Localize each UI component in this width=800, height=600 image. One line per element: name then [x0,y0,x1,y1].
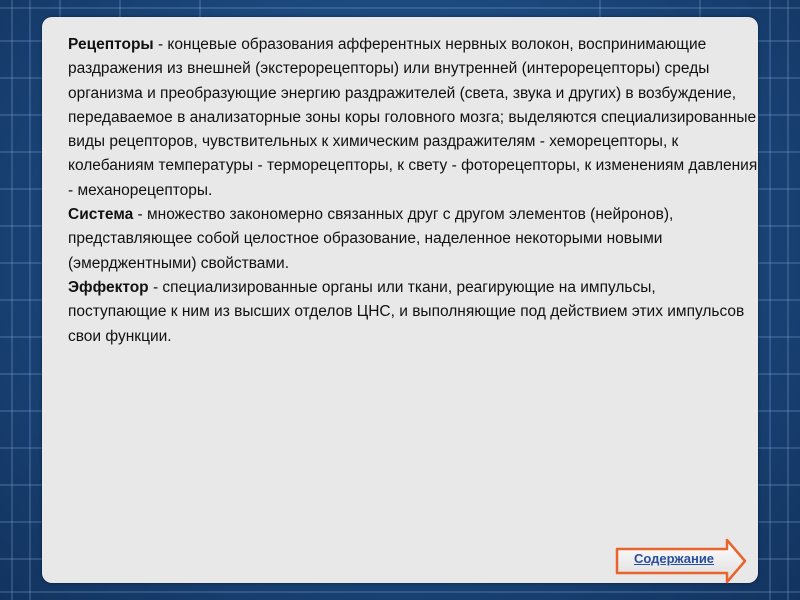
term-effector: Эффектор [68,278,149,296]
definitions-text [68,33,758,349]
definition-effector [68,276,758,349]
definition-system [68,203,758,276]
definition-receptors [68,33,758,203]
contents-link[interactable]: Содержание [633,551,715,566]
definition-system-text: - множество закономерно связанных друг с другом элементов (нейронов), представляющее собой целостное образование, наделенное некоторыми новыми (эмерджентными) свойствами. [68,206,674,272]
definition-effector-text: - специализированные органы или ткани, реагирующие на импульсы, поступающие к ним из высших отделов ЦНС, и выполняющие под действием этих импульсов свои функции. [68,278,745,345]
definition-receptors-text: - концевые образования афферентных нервных волокон, воспринимающие раздражения из внешней (экстерорецепторы) или внутренней (интерорецепторы) среды организма и преобразующие энергию раздражителей (света, звука и других) в возбуждение, передаваемое в анализаторные зоны коры головного мозга; выделяются специализированные виды рецепторов, чувствительных к химическим раздражителям - хеморецепторы, к колебаниям температуры - терморецепторы, к свету - фоторецепторы, к изменениям давления - механорецепторы. [68,36,758,199]
term-system: Система [68,206,134,224]
contents-button[interactable] [615,538,747,584]
term-receptors: Рецепторы [68,36,154,53]
